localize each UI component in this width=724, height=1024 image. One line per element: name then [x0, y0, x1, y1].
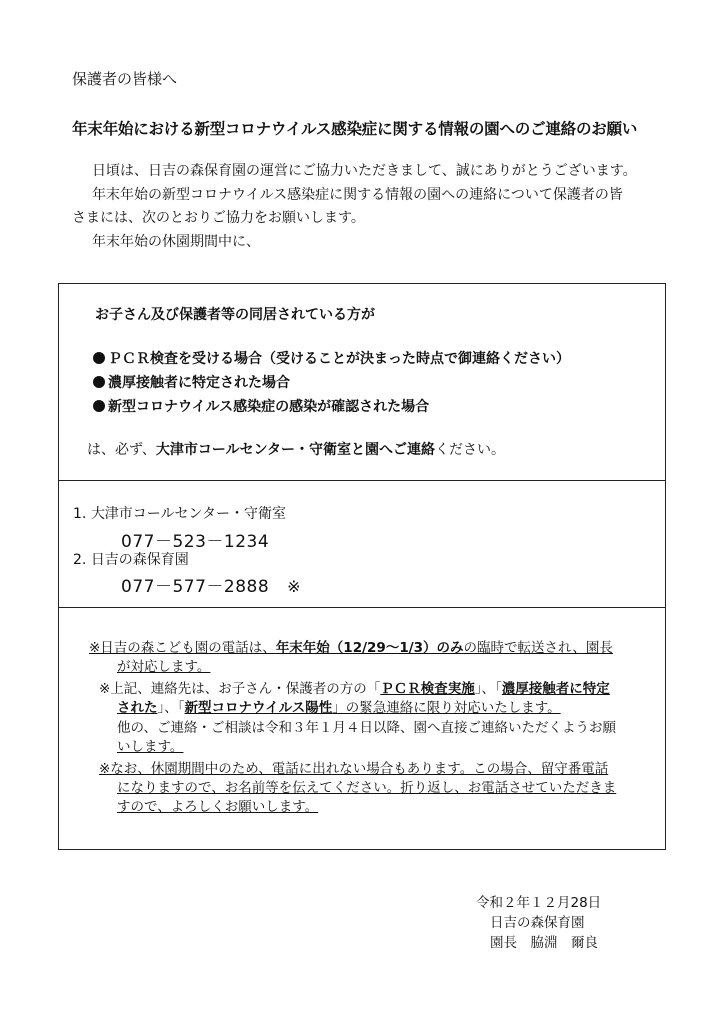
- item-note: （受けることが決まった時点で御連絡ください）: [262, 351, 570, 367]
- note-text: ※日吉の森こども園の電話は、: [89, 640, 276, 656]
- intro-line-1: 日頃は、日吉の森保育園の運営にご協力いただきまして、誠にありがとうございます。: [92, 163, 637, 179]
- box-closing: [87, 439, 505, 459]
- asterisk-mark: ※: [287, 577, 302, 596]
- note-text: 」、「: [157, 700, 185, 716]
- note-2-line-1: [99, 677, 610, 697]
- closing-bold: 大津市コールセンター・守衛室と園へご連絡: [155, 442, 436, 458]
- contact-num: 2.: [73, 552, 87, 568]
- box-divider-1: [59, 480, 665, 481]
- list-item: [93, 348, 570, 368]
- bullet-icon: [93, 352, 105, 364]
- note-3-line-3: [117, 795, 318, 815]
- intro-line-2: 年末年始の新型コロナウイルス感染症に関する情報の園への連絡について保護者の皆: [92, 187, 623, 203]
- bullet-icon: [93, 400, 105, 412]
- contact-name-1: [73, 503, 286, 523]
- signature-person: 園長 脇淵 爾良: [490, 935, 598, 951]
- note-1-line-2: [117, 655, 210, 675]
- note-2-line-3: 他の、ご連絡・ご相談は令和３年１月４日以降、園へ直接ご連絡いただくようお願: [117, 720, 616, 736]
- info-box: [58, 283, 666, 850]
- note-text: ※上記、連絡先は、お子さん・保護者の方の「: [99, 681, 381, 697]
- note-text: になりますので、お名前等を伝えてください。折り返し、お電話させていただきま: [117, 780, 617, 796]
- contact-num: 1.: [73, 506, 87, 522]
- closing-pre: は、必ず、: [87, 442, 156, 458]
- note-1-line-1: [89, 636, 613, 656]
- document-title: 年末年始における新型コロナウイルス感染症に関する情報の園へのご連絡のお願い: [72, 120, 638, 138]
- box-lead: お子さん及び保護者等の同居されている方が: [95, 307, 375, 323]
- phone-number: 077－577－2888: [121, 577, 270, 597]
- contact-phone-1: 077－523－1234: [121, 532, 270, 552]
- note-text: ※なお、休園期間中のため、電話に出れない場合もあります。この場合、留守番電話: [99, 761, 609, 777]
- item-main: 濃厚接触者に特定された場合: [108, 375, 290, 391]
- closing-post: ください。: [435, 442, 506, 458]
- contact-name-2: [73, 549, 189, 569]
- addressee: 保護者の皆様へ: [72, 70, 178, 88]
- note-bold: された: [117, 700, 158, 716]
- item-main: ＰＣＲ検査を受ける場合: [108, 351, 262, 367]
- signature-date: 令和２年１２月28日: [476, 895, 602, 911]
- note-text: いします。: [117, 739, 184, 755]
- note-text: すので、よろしくお願いします。: [117, 799, 319, 815]
- bullet-icon: [93, 376, 105, 388]
- note-2-line-4: [117, 735, 183, 755]
- item-main: 新型コロナウイルス感染症の感染が確認された場合: [108, 399, 430, 415]
- box-divider-2: [59, 607, 665, 608]
- contact-label: 大津市コールセンター・守衛室: [90, 506, 286, 522]
- contact-label: 日吉の森保育園: [90, 552, 189, 568]
- note-bold: ＰＣＲ検査実施: [380, 681, 475, 697]
- intro-line-3: さまには、次のとおりご協力をお願いします。: [72, 210, 365, 226]
- note-bold: 年末年始（12/29～1/3）のみ: [275, 640, 464, 656]
- note-text: 」、「: [474, 681, 502, 697]
- list-item: [93, 396, 429, 416]
- list-item: [93, 372, 290, 392]
- signature-org: 日吉の森保育園: [490, 915, 585, 931]
- note-2-line-2: [117, 696, 561, 716]
- note-bold: 新型コロナウイルス陽性: [184, 700, 333, 716]
- note-3-line-1: [99, 757, 608, 777]
- note-3-line-2: [117, 776, 616, 796]
- note-text: 」の緊急連絡に限り対応いたします。: [332, 700, 561, 716]
- note-text: の臨時で転送され、園長: [463, 640, 613, 656]
- note-bold: 濃厚接触者に特定: [501, 681, 610, 697]
- contact-phone-2: [121, 572, 301, 597]
- intro-line-4: 年末年始の休園期間中に、: [92, 234, 260, 250]
- note-text: が対応します。: [117, 659, 211, 675]
